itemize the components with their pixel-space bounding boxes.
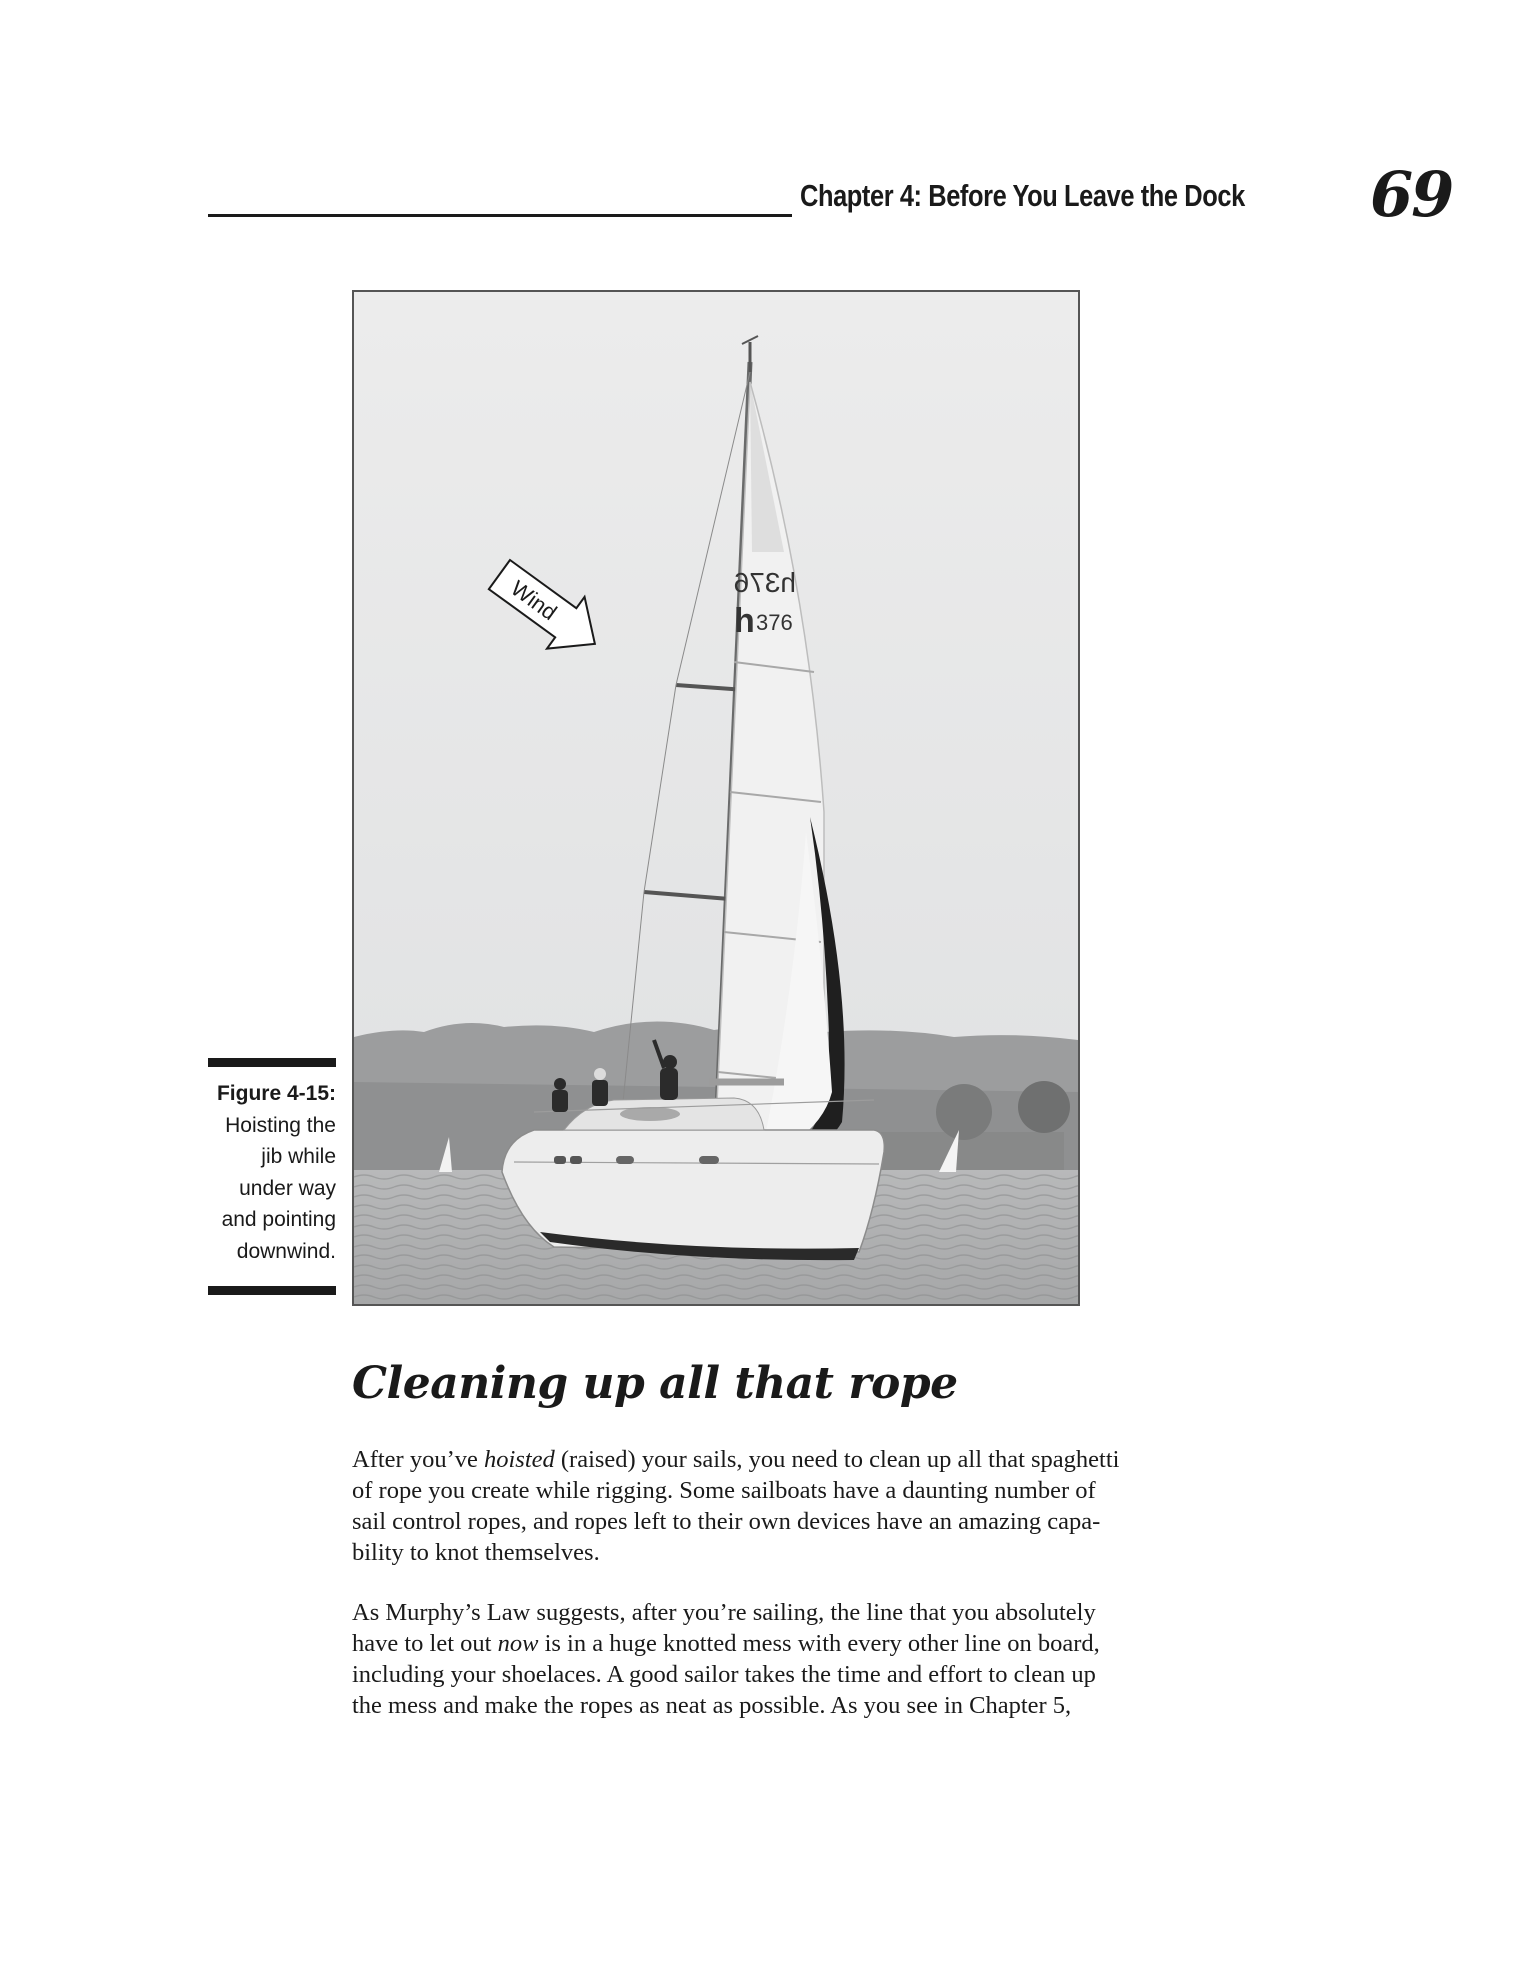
text-line: including your shoelaces. A good sailor takes the time and effort to clean up [352, 1661, 1096, 1688]
text-line: As Murphy’s Law suggests, after you’re sailing, the line that you absolutely [352, 1599, 1096, 1626]
text-line: sail control ropes, and ropes left to their own devices have an amazing capa- [352, 1508, 1101, 1535]
page-number: 69 [1370, 158, 1453, 231]
sail-number: 376 [756, 610, 793, 635]
sail-logo: h [734, 602, 755, 640]
caption-line: under way [239, 1176, 336, 1200]
sailboat-photo [354, 292, 1078, 1304]
body-paragraph [352, 1444, 1312, 1568]
running-header-title: Chapter 4: Before You Leave the Dock [800, 178, 1245, 213]
text-line: of rope you create while rigging. Some sailboats have a daunting number of [352, 1477, 1096, 1504]
body-paragraph [352, 1597, 1312, 1721]
section-heading: Cleaning up all that rope [352, 1358, 958, 1409]
caption-rule-bottom [208, 1286, 336, 1295]
emphasis-term: hoisted [483, 1446, 555, 1473]
svg-text:Wind: Wind [506, 575, 562, 626]
svg-text:h376: h376 [733, 567, 796, 598]
text-line: the mess and make the ropes as neat as possible. As you see in Chapter 5, [352, 1692, 1072, 1719]
text-line: bility to knot themselves. [352, 1539, 600, 1566]
figure-photo-sailboat [352, 290, 1080, 1306]
text-line: After you’ve hoisted (raised) your sails, you need to clean up all that spaghetti [352, 1446, 1120, 1473]
caption-line: Hoisting the [225, 1113, 336, 1137]
header-rule [208, 214, 792, 217]
caption-line: and pointing [221, 1208, 336, 1231]
figure-caption [190, 1078, 336, 1267]
emphasis-term: now [497, 1630, 539, 1657]
sail-number-mirrored [734, 567, 796, 598]
caption-line: jib while [261, 1145, 336, 1168]
caption-rule-top [208, 1058, 336, 1067]
figure-label: Figure 4-15: [216, 1082, 336, 1105]
caption-line: downwind. [236, 1239, 336, 1263]
text-line: have to let out now is in a huge knotted mess with every other line on board, [352, 1630, 1100, 1657]
